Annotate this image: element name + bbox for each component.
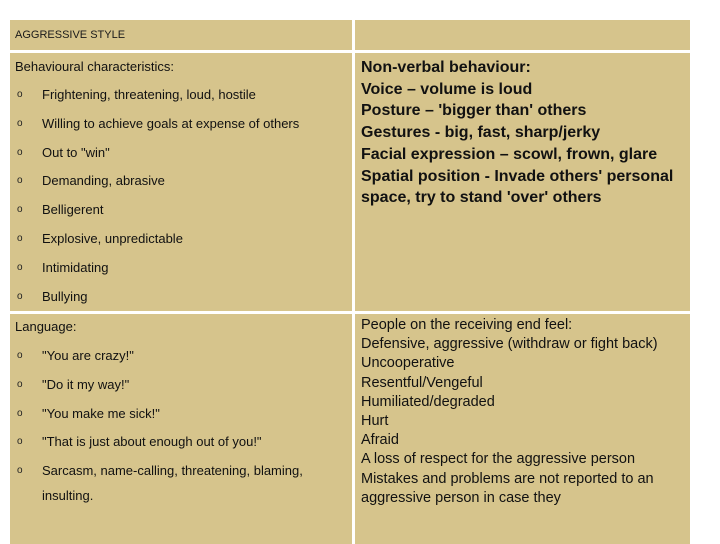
feel-line: Mistakes and problems are not reported to an aggressive person in case they: [361, 470, 654, 506]
nonverbal-line: Voice – volume is loud: [361, 80, 533, 98]
bullet-icon: o: [17, 262, 23, 273]
behavioural-characteristics-cell: [10, 53, 352, 311]
list-item: Bullying: [42, 289, 88, 304]
title-cell-right: [355, 20, 690, 50]
list-item: "Do it my way!": [42, 377, 130, 392]
feel-line: Humiliated/degraded: [361, 393, 495, 410]
list-item-continuation: insulting.: [42, 488, 94, 503]
nonverbal-heading: Non-verbal behaviour:: [361, 59, 531, 76]
behavioural-heading: Behavioural characteristics:: [15, 59, 174, 74]
feel-line: A loss of respect for the aggressive person: [361, 451, 636, 468]
bullet-icon: o: [17, 408, 23, 419]
list-item: "You are crazy!": [42, 348, 134, 363]
list-item: Demanding, abrasive: [42, 173, 165, 188]
bullet-icon: o: [17, 350, 23, 361]
list-item: Frightening, threatening, loud, hostile: [42, 87, 256, 102]
nonverbal-line: Gestures - big, fast, sharp/jerky: [361, 124, 601, 142]
list-item: Intimidating: [42, 260, 109, 275]
language-heading: Language:: [15, 319, 77, 334]
feel-line: Resentful/Vengeful: [361, 374, 483, 391]
list-item: "You make me sick!": [42, 406, 160, 421]
list-item: Willing to achieve goals at expense of others: [42, 116, 300, 131]
bullet-icon: o: [17, 379, 23, 390]
nonverbal-line: Facial expression – scowl, frown, glare: [361, 145, 658, 163]
bullet-icon: o: [17, 465, 23, 476]
list-item: "That is just about enough out of you!": [42, 434, 262, 449]
feel-heading: People on the receiving end feel:: [361, 317, 573, 333]
bullet-icon: o: [17, 118, 23, 129]
feel-line: Uncooperative: [361, 355, 455, 372]
list-item: Out to "win": [42, 145, 110, 160]
bullet-icon: o: [17, 147, 23, 158]
feel-line: Afraid: [361, 432, 399, 449]
nonverbal-line: Spatial position - Invade others' personal space, try to stand 'over' others: [361, 167, 674, 207]
nonverbal-behaviour-cell: [355, 53, 690, 311]
bullet-icon: o: [17, 175, 23, 186]
bullet-icon: o: [17, 436, 23, 447]
list-item: Sarcasm, name-calling, threatening, blaming,: [42, 463, 303, 478]
feel-line: Hurt: [361, 413, 389, 430]
bullet-icon: o: [17, 89, 23, 100]
title-cell: [10, 20, 352, 50]
list-item: Belligerent: [42, 202, 104, 217]
feel-line: Defensive, aggressive (withdraw or fight back): [361, 336, 658, 353]
nonverbal-line: Posture – 'bigger than' others: [361, 102, 587, 120]
receiving-end-cell: [355, 314, 690, 544]
bullet-icon: o: [17, 204, 23, 215]
bullet-icon: o: [17, 233, 23, 244]
language-cell: [10, 314, 352, 544]
list-item: Explosive, unpredictable: [42, 231, 183, 246]
bullet-icon: o: [17, 291, 23, 302]
table-title: AGGRESSIVE STYLE: [15, 29, 126, 41]
